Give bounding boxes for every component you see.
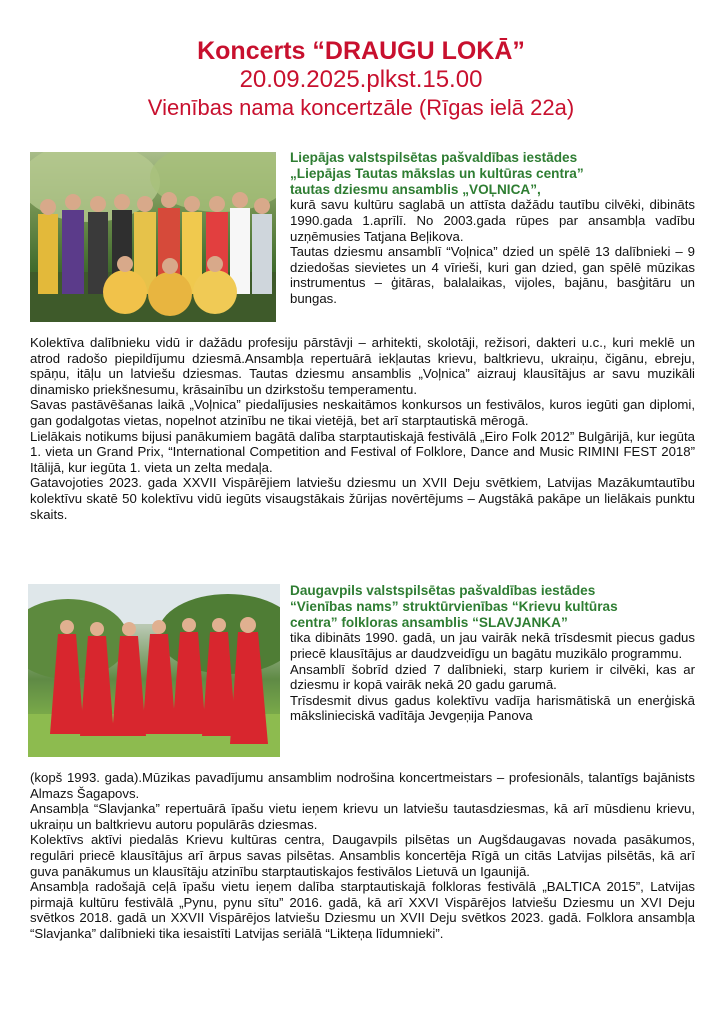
concert-title: Koncerts “DRAUGU LOKĀ”	[197, 37, 525, 65]
concert-venue: Vienības nama koncertzāle (Rīgas ielā 22a)	[147, 95, 575, 120]
slavjanka-paragraph: Ansamblī šobrīd dzied 7 dalībnieki, starp kuriem ir cilvēki, kas ar dziesmu ir kopā vairāk nekā 20 gadu garumā.	[290, 661, 695, 693]
volnica-paragraph: Kolektīva dalībnieku vidū ir dažādu profesiju pārstāvji – arhitekti, skolotāji, režisori, dakteri u.c., kuri meklē un atrod radošo piepildījumu dziesmā.Ansambļa repertuārā iekļautas krievu, baltkrievu, ukraiņu, čigānu, ebreju, spāņu, itāļu un latviešu dziesmas. Tautas dziesmu ansamblis „Voļnica” aizrauj klausītājus ar savu muzikāli dinamisko priekšnesumu, krāsainību un dzirkstošu temperamentu.	[30, 335, 695, 397]
slavjanka-paragraph: tika dibināts 1990. gadā, un jau vairāk nekā trīsdesmit piecus gadus priecē klausītājus ar daudzveidīgu un bagātu muzikālo programmu.	[290, 630, 695, 661]
slavjanka-heading-line3: centra” folkloras ansamblis “SLAVJANKA”	[290, 614, 568, 630]
slavjanka-paragraph: Trīsdesmit divus gadus kolektīvu vadīja harismātiskā un enerģiskā mākslinieciskā vadītāja Jevgeņija Panova	[290, 692, 695, 724]
volnica-paragraph: Savas pastāvēšanas laikā „Voļnica” piedalījusies neskaitāmos konkursos un festivālos, kuros iegūti gan diplomi, gan godalgotas vietas, nopelnot atzinību ne tikai vietējā, bet arī starptautiskā mērogā.	[30, 397, 695, 428]
volnica-paragraph: Tautas dziesmu ansamblī “Voļnica” dzied un spēlē 13 dalībnieki – 9 dziedošas sievietes un 4 vīrieši, kuri gan dzied, gan spēlē mūzikas instrumentus – ģitāras, balalaikas, vijoles, bajānu, basģitāru un bungas.	[290, 244, 695, 306]
volnica-paragraph: Lielākais notikums bijusi panākumiem bagātā dalība starptautiskajā festivālā „Eiro Folk 2012” Bulgārijā, kur iegūta 1. vieta un Grand Prix, “International Competition and Festival of Folklore, Dance and Music RIMINI FEST 2018” Itālijā, kur iegūta 1. vieta un zelta medaļa.	[30, 428, 695, 475]
slavjanka-group-photo	[28, 584, 280, 757]
slavjanka-heading-line1: Daugavpils valstspilsētas pašvaldības iestādes	[290, 583, 596, 598]
volnica-paragraph: kurā savu kultūru saglabā un attīsta dažādu tautību cilvēki, dibināts 1990.gada 1.aprīlī. No 2003.gada rūpes par ansambļa vadību uzņēmusies Tatjana Beļikova.	[290, 197, 695, 244]
slavjanka-details	[30, 770, 695, 942]
slavjanka-paragraph: Kolektīvs aktīvi piedalās Krievu kultūras centra, Daugavpils pilsētas un Augšdaugavas novada pasākumos, regulāri priecē klausītājus arī ārpus savas pilsētas. Ansamblis koncertēja Rīgā un citās Latvijas pilsētās, kā arī guva panākumus un klausītāju atzinību starptautiskajos festivālos Lietuvā un Igaunijā.	[30, 832, 695, 879]
volnica-intro	[290, 150, 695, 307]
slavjanka-paragraph: (kopš 1993. gada).Mūzikas pavadījumu ansamblim nodrošina koncertmeistars – profesionāls, talantīgs bajānists Almazs Šagapovs.	[30, 770, 695, 801]
slavjanka-paragraph: Ansambļa “Slavjanka” repertuārā īpašu vietu ieņem krievu un latviešu tautasdziesmas, kā arī mūsdienu krievu, ukraiņu un baltkrievu autoru populārās dziesmas.	[30, 801, 695, 832]
slavjanka-heading-line2: “Vienības nams” struktūrvienības “Krievu kultūras	[290, 598, 618, 614]
page-header	[0, 36, 722, 122]
concert-datetime: 20.09.2025.plkst.15.00	[239, 66, 483, 93]
slavjanka-intro	[290, 583, 695, 724]
volnica-heading-line1: Liepājas valstspilsētas pašvaldības iestādes	[290, 150, 578, 165]
volnica-details	[30, 335, 695, 522]
slavjanka-paragraph: Ansambļa radošajā ceļā īpašu vietu ieņem dalība starptautiskajā folkloras festivālā „BALTICA 2015”, Latvijas pirmajā kultūru festivālā „Pynu, pynu sītu” 2016. gadā, kā arī XXVI Vispārējos latviešu Dziesmu un XVI Deju svētkos 2018. gadā un XXVII Vispārējos latviešu Dziesmu un XVII Deju svētkos 2023. gadā. Folklora ansambļa “Slavjanka” dalībnieki tika iesaistīti Latvijas seriālā “Likteņa līdumnieki”.	[30, 879, 695, 941]
volnica-heading-line2: „Liepājas Tautas mākslas un kultūras centra”	[290, 165, 584, 181]
volnica-group-photo	[30, 152, 276, 322]
volnica-heading-line3: tautas dziesmu ansamblis „VOĻNICA”,	[290, 181, 541, 197]
volnica-paragraph: Gatavojoties 2023. gada XXVII Vispārējiem latviešu dziesmu un XVII Deju svētkiem, Latvijas Mazākumtautību kolektīvu skatē 50 kolektīvu vidū iegūts visaugstākais žūrijas novērtējums – Augstākā pakāpe un lielākais punktu skaits.	[30, 475, 695, 522]
